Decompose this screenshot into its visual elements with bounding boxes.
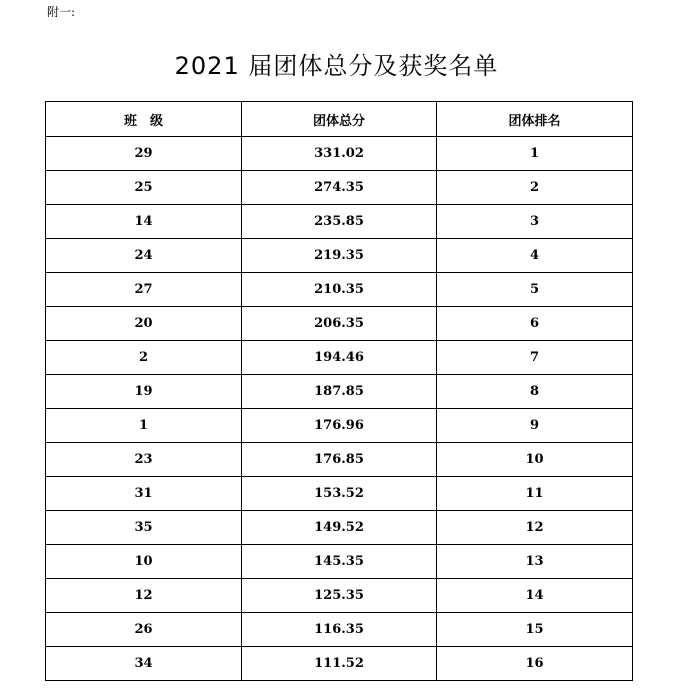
header-rank: 团体排名 bbox=[437, 102, 633, 137]
table-row bbox=[46, 239, 633, 273]
table-body bbox=[46, 137, 633, 681]
cell-class: 2 bbox=[46, 341, 242, 375]
cell-total-score: 176.85 bbox=[242, 443, 437, 477]
cell-total-score: 125.35 bbox=[242, 579, 437, 613]
cell-class: 34 bbox=[46, 647, 242, 681]
table-row bbox=[46, 273, 633, 307]
table-row bbox=[46, 545, 633, 579]
table-row bbox=[46, 613, 633, 647]
cell-rank: 14 bbox=[437, 579, 633, 613]
cell-class: 23 bbox=[46, 443, 242, 477]
document-title: 2021 届团体总分及获奖名单 bbox=[174, 52, 499, 81]
cell-class: 25 bbox=[46, 171, 242, 205]
cell-rank: 10 bbox=[437, 443, 633, 477]
cell-total-score: 274.35 bbox=[242, 171, 437, 205]
cell-total-score: 116.35 bbox=[242, 613, 437, 647]
table-row bbox=[46, 647, 633, 681]
cell-rank: 5 bbox=[437, 273, 633, 307]
table-row bbox=[46, 375, 633, 409]
table-row bbox=[46, 307, 633, 341]
cell-total-score: 153.52 bbox=[242, 477, 437, 511]
cell-class: 12 bbox=[46, 579, 242, 613]
cell-class: 10 bbox=[46, 545, 242, 579]
cell-total-score: 206.35 bbox=[242, 307, 437, 341]
cell-class: 29 bbox=[46, 137, 242, 171]
header-total-score: 团体总分 bbox=[242, 102, 437, 137]
cell-total-score: 235.85 bbox=[242, 205, 437, 239]
table-row bbox=[46, 511, 633, 545]
cell-rank: 13 bbox=[437, 545, 633, 579]
cell-total-score: 176.96 bbox=[242, 409, 437, 443]
cell-total-score: 194.46 bbox=[242, 341, 437, 375]
cell-rank: 7 bbox=[437, 341, 633, 375]
cell-class: 24 bbox=[46, 239, 242, 273]
table-row bbox=[46, 477, 633, 511]
cell-class: 26 bbox=[46, 613, 242, 647]
header-class: 班 级 bbox=[46, 102, 242, 137]
cell-class: 14 bbox=[46, 205, 242, 239]
cell-rank: 1 bbox=[437, 137, 633, 171]
cell-total-score: 219.35 bbox=[242, 239, 437, 273]
cell-rank: 6 bbox=[437, 307, 633, 341]
table-row bbox=[46, 137, 633, 171]
cell-rank: 8 bbox=[437, 375, 633, 409]
table-header-row bbox=[46, 102, 633, 137]
cell-rank: 4 bbox=[437, 239, 633, 273]
team-score-table bbox=[45, 101, 633, 681]
cell-rank: 15 bbox=[437, 613, 633, 647]
cell-total-score: 145.35 bbox=[242, 545, 437, 579]
cell-total-score: 111.52 bbox=[242, 647, 437, 681]
cell-class: 31 bbox=[46, 477, 242, 511]
cell-total-score: 187.85 bbox=[242, 375, 437, 409]
table-row bbox=[46, 579, 633, 613]
cell-rank: 3 bbox=[437, 205, 633, 239]
cell-total-score: 149.52 bbox=[242, 511, 437, 545]
attachment-label: 附一: bbox=[47, 5, 76, 19]
cell-class: 27 bbox=[46, 273, 242, 307]
cell-class: 35 bbox=[46, 511, 242, 545]
cell-rank: 16 bbox=[437, 647, 633, 681]
cell-total-score: 331.02 bbox=[242, 137, 437, 171]
table-row bbox=[46, 409, 633, 443]
table-row bbox=[46, 171, 633, 205]
cell-rank: 2 bbox=[437, 171, 633, 205]
cell-rank: 12 bbox=[437, 511, 633, 545]
table-row bbox=[46, 443, 633, 477]
cell-rank: 11 bbox=[437, 477, 633, 511]
cell-rank: 9 bbox=[437, 409, 633, 443]
cell-class: 19 bbox=[46, 375, 242, 409]
cell-class: 1 bbox=[46, 409, 242, 443]
cell-total-score: 210.35 bbox=[242, 273, 437, 307]
table-row bbox=[46, 205, 633, 239]
cell-class: 20 bbox=[46, 307, 242, 341]
table-row bbox=[46, 341, 633, 375]
